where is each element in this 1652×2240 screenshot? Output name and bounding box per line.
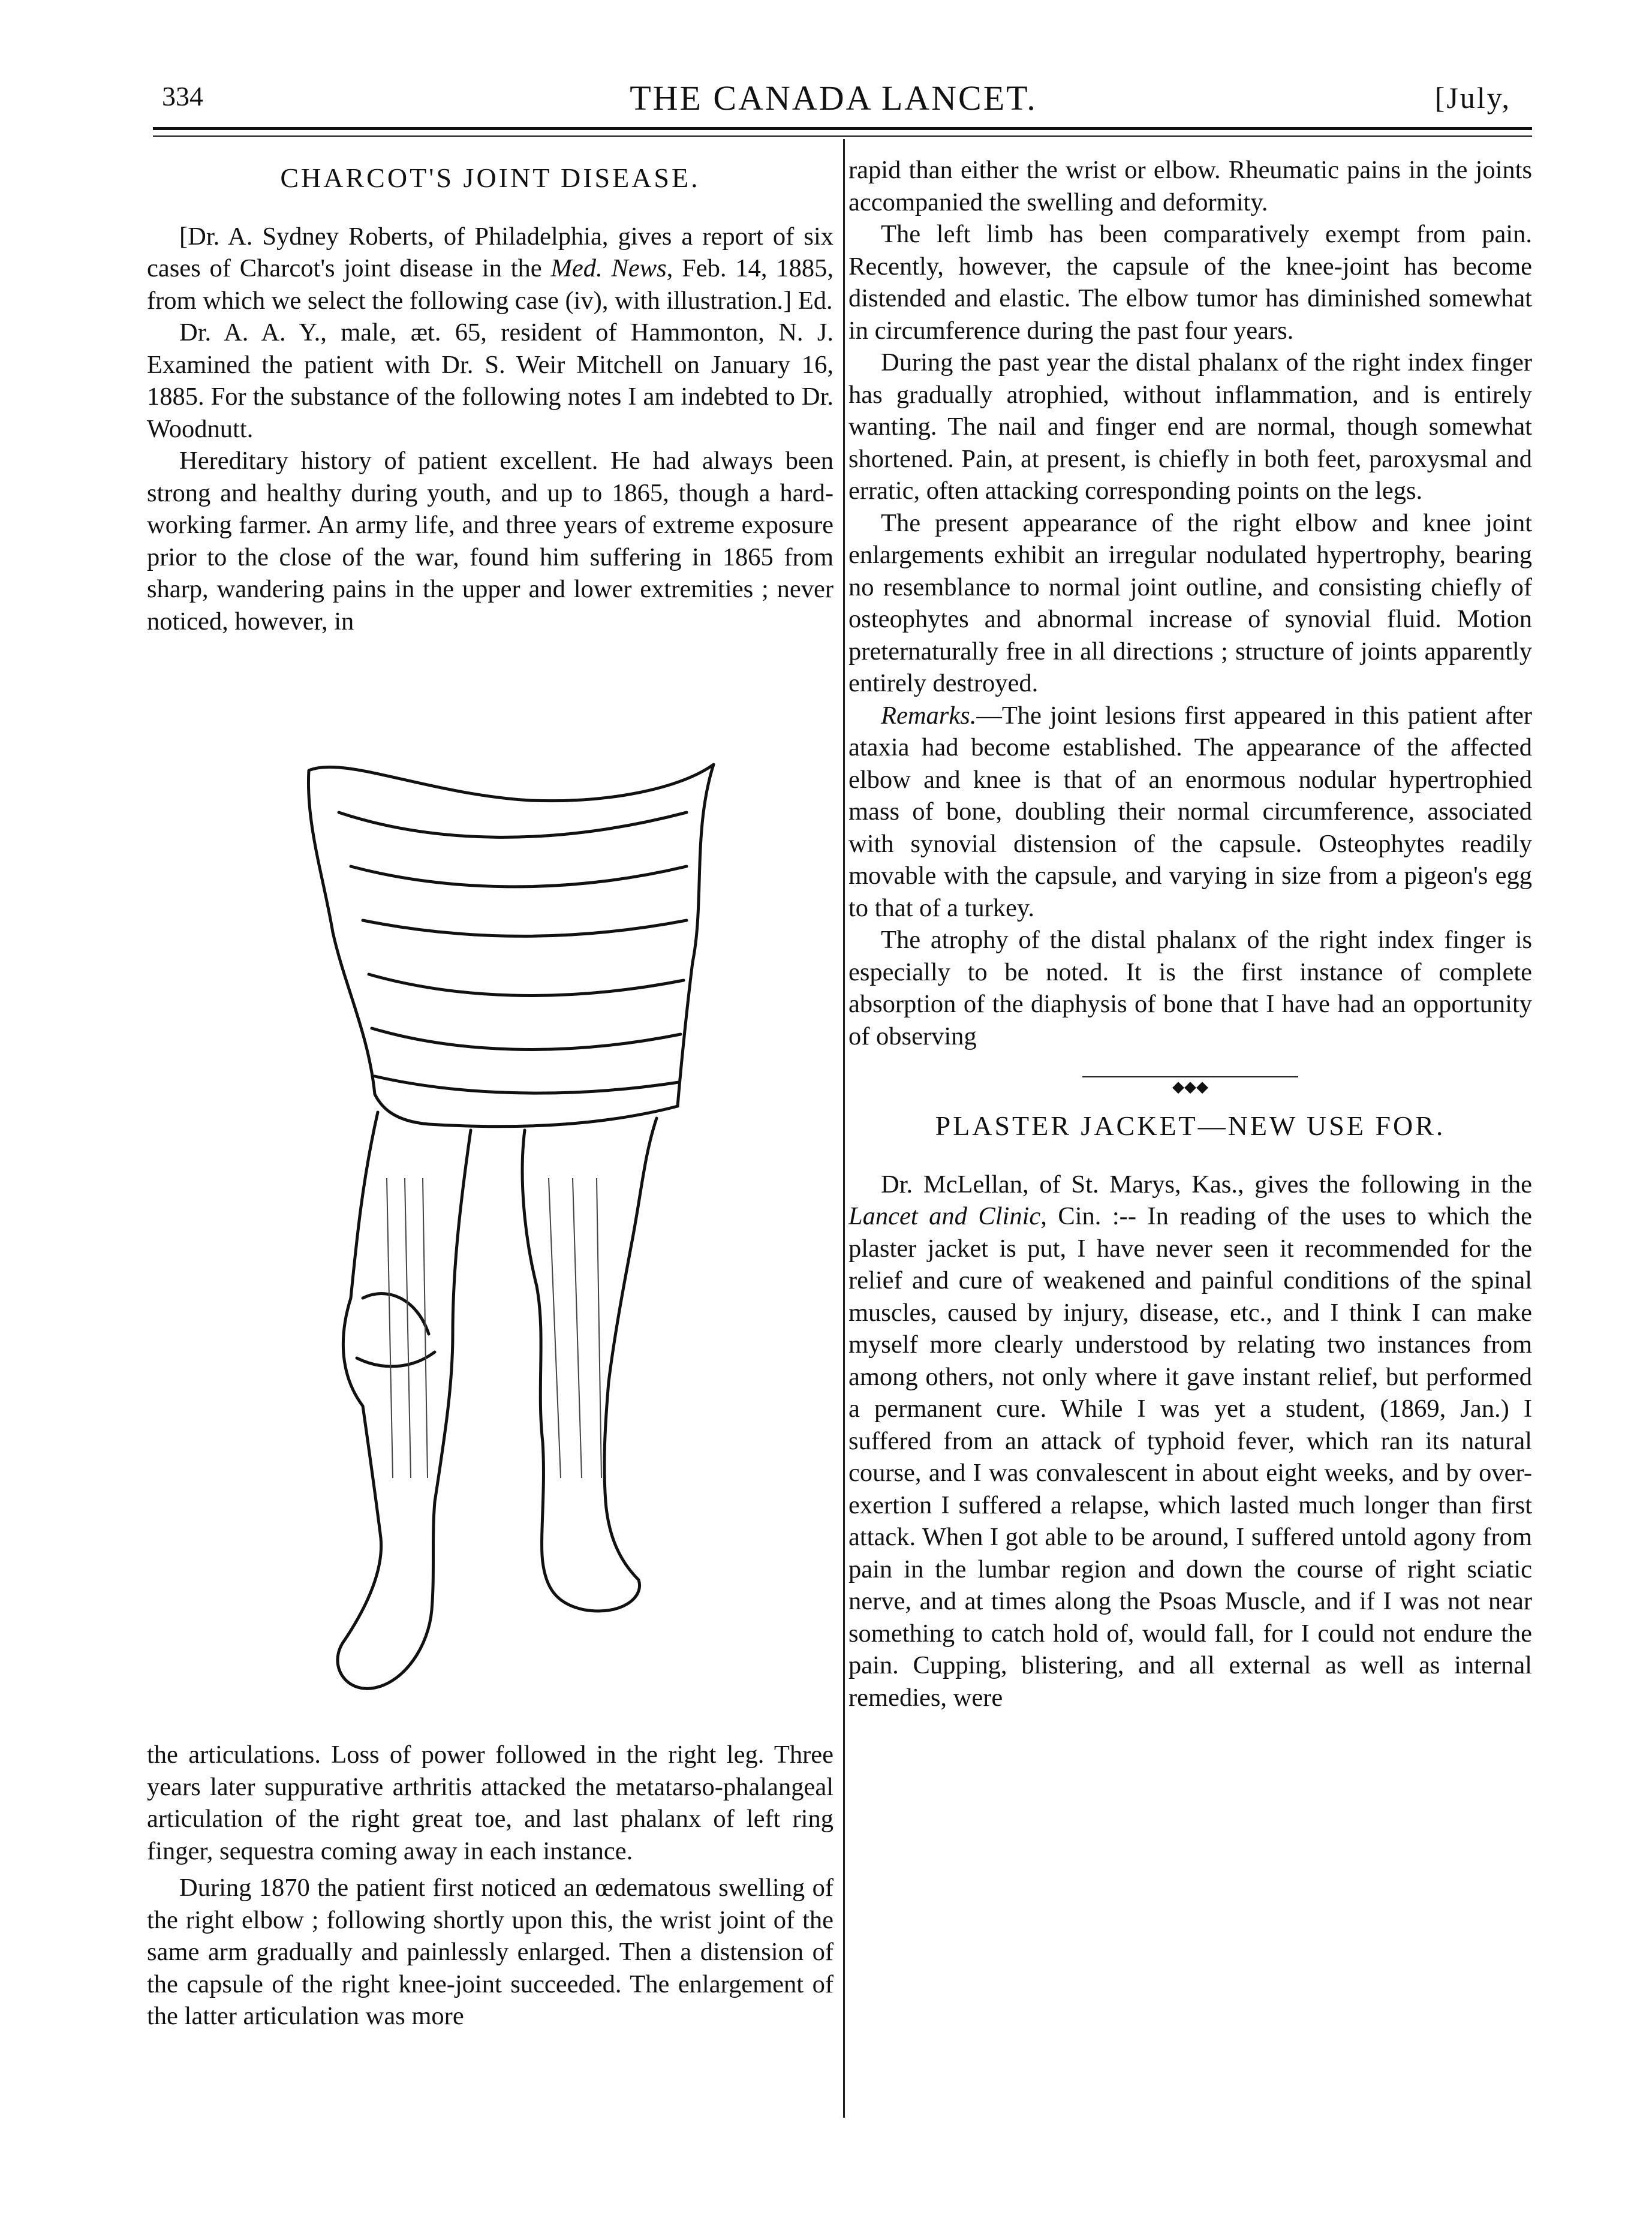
intro-paragraph: [Dr. A. Sydney Roberts, of Philadelphia, gives a report of six cases of Charcot's joint disease in the Med. News, Feb. 14, 1885, from which we select the following case (iv), with illustration.] Ed. [147, 222, 833, 315]
journal-name-lancet-clinic: Lancet and Clinic [848, 1202, 1041, 1230]
month-label: [July, [1434, 81, 1511, 115]
column-divider [843, 139, 845, 2118]
left-column-top [147, 162, 833, 637]
legs-illustration [273, 758, 717, 1730]
remarks-label: Remarks. [881, 701, 977, 730]
left-limb-paragraph: The left limb has been comparatively exempt from pain. Recently, however, the capsule of the knee-joint has become distended and elastic. The elbow tumor has diminished somewhat in circumference during the past four years. [848, 220, 1532, 345]
right-continuation-paragraph: rapid than either the wrist or elbow. Rheumatic pains in the joints accompanied the swelling and deformity. [848, 156, 1532, 216]
header-rule-thin [153, 136, 1532, 137]
running-title: THE CANADA LANCET. [630, 79, 1037, 118]
right-column [848, 154, 1532, 1714]
plaster-jacket-paragraph: Dr. McLellan, of St. Marys, Kas., gives the following in the Lancet and Clinic, Cin. :-- In reading of the uses to which the plaster jacket is put, I have never seen it recommended for the relief and cure of weakened and painful conditions of the spinal muscles, caused by injury, disease, etc., and I think I can make myself more clearly understood by relating two instances from among others, not only where it gave instant relief, but performed a permanent cure. While I was yet a student, (1869, Jan.) I suffered from an attack of typhoid fever, which ran its natural course, and I was convalescent in about eight weeks, and by over-exertion I suffered a relapse, which lasted much longer than first attack. When I got able to be around, I suffered untold agony from pain in the lumbar region and down the course of right sciatic nerve, and at times along the Psoas Muscle, and if I was not near something to catch hold of, would fall, for I could not endure the pain. Cupping, blistering, and all external as well as internal remedies, were [848, 1170, 1532, 1712]
atrophy-paragraph: The atrophy of the distal phalanx of the right index finger is especially to be noted. It is the first instance of complete absorption of the diaphysis of bone that I have had an opportunity of observing [848, 926, 1532, 1050]
case-paragraph: Dr. A. A. Y., male, æt. 65, resident of Hammonton, N. J. Examined the patient with Dr. S. Weir Mitchell on January 16, 1885. For the substance of the following notes I am indebted to Dr. Woodnutt. [147, 318, 833, 443]
article-title-plaster-jacket: PLASTER JACKET—NEW USE FOR. [935, 1110, 1446, 1141]
legs-engraving [273, 758, 717, 1730]
section-separator: ◆◆◆ [1082, 1068, 1298, 1086]
year-1870-paragraph: During 1870 the patient first noticed an œdematous swelling of the right elbow ; following shortly upon this, the wrist joint of the same arm gradually and painlessly enlarged. Then a distension of the capsule of the right knee-joint succeeded. The enlargement of the latter articulation was more [147, 1874, 833, 2030]
header-rule-thick [153, 127, 1532, 130]
remarks-paragraph: Remarks.—The joint lesions first appeared in this patient after ataxia had become established. The appearance of the affected elbow and knee is that of an enormous nodular hypertrophied mass of bone, doubling their normal circumference, associated with synovial distension of the capsule. Osteophytes readily movable with the capsule, and varying in size from a pigeon's egg to that of a turkey. [848, 701, 1532, 922]
past-year-paragraph: During the past year the distal phalanx of the right index finger has gradually atrophied, without inflammation, and is entirely wanting. The nail and finger end are normal, though somewhat shortened. Pain, at present, is chiefly in both feet, paroxysmal and erratic, often attacking corresponding points on the legs. [848, 348, 1532, 505]
page-header [156, 78, 1511, 126]
page-number: 334 [162, 81, 203, 112]
journal-name: Med. News [550, 254, 667, 282]
article-title-charcot: CHARCOT'S JOINT DISEASE. [280, 162, 700, 193]
continuation-paragraph: the articulations. Loss of power followed in the right leg. Three years later suppurative arthritis attacked the metatarso-phalangeal articulation of the right great toe, and last phalanx of left ring finger, sequestra coming away in each instance. [147, 1741, 833, 1865]
history-paragraph: Hereditary history of patient excellent. He had always been strong and healthy during youth, and up to 1865, though a hard-working farmer. An army life, and three years of extreme exposure prior to the close of the war, found him suffering in 1865 from sharp, wandering pains in the upper and lower extremities ; never noticed, however, in [147, 447, 833, 636]
left-column-bottom [147, 1739, 833, 2033]
appearance-paragraph: The present appearance of the right elbow and knee joint enlargements exhibit an irregular nodulated hypertrophy, bearing no resemblance to normal joint outline, and consisting chiefly of osteophytes and abnormal increase of synovial fluid. Motion preternaturally free in all directions ; structure of joints apparently entirely destroyed. [848, 508, 1532, 697]
